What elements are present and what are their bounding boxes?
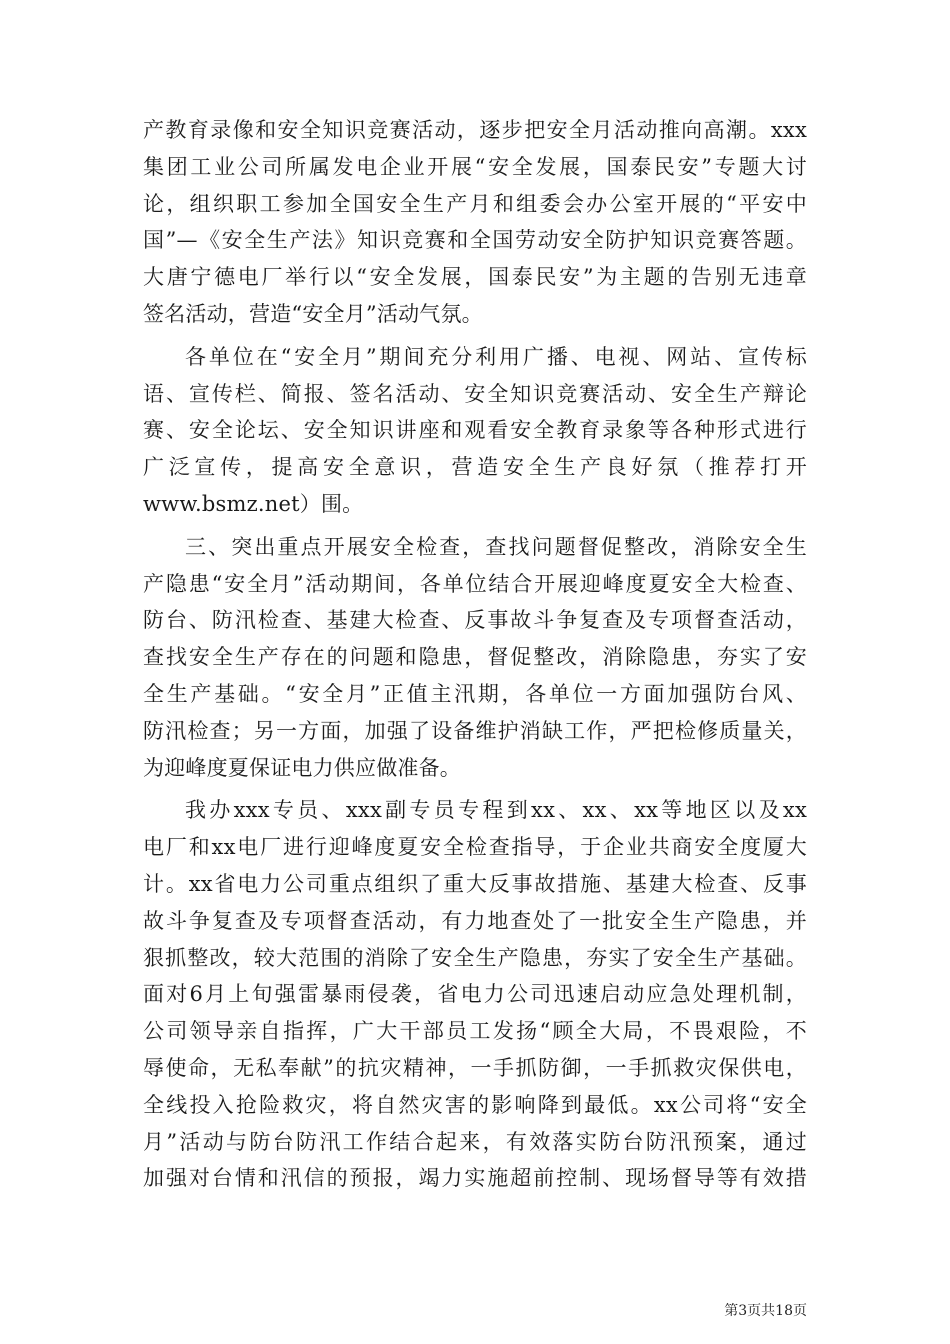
text-line: 故斗争复查及专项督查活动，有力地查处了一批安全生产隐患，并 [143,908,807,933]
text-line: 全线投入抢险救灾，将自然灾害的影响降到最低。xx公司将“安全 [143,1092,807,1117]
text-line: www.bsmz.net）围。 [143,491,364,516]
text-line: 集团工业公司所属发电企业开展“安全发展，国泰民安”专题大讨 [143,154,807,179]
text-line: 国”—《安全生产法》知识竞赛和全国劳动安全防护知识竞赛答题。 [143,228,807,253]
text-line: 查找安全生产存在的问题和隐患，督促整改，消除隐患，夯实了安 [143,645,807,670]
paragraph [143,792,807,1197]
text-line: 三、突出重点开展安全检查，查找问题督促整改，消除安全生 [185,534,807,559]
text-line: 计。xx省电力公司重点组织了重大反事故措施、基建大检查、反事 [143,871,807,896]
paragraph [143,112,807,333]
paragraph [143,339,807,523]
page-number: 第3页共18页 [724,1303,807,1319]
text-line: 月”活动与防台防汛工作结合起来，有效落实防台防汛预案，通过 [143,1129,807,1154]
text-line: 全生产基础。“安全月”正值主汛期，各单位一方面加强防台风、 [143,681,807,706]
document-body [143,112,807,1203]
text-line: 我办xxx专员、xxx副专员专程到xx、xx、xx等地区以及xx [185,798,807,823]
text-line: 防汛检查；另一方面，加强了设备维护消缺工作，严把检修质量关， [143,718,807,743]
text-line: 赛、安全论坛、安全知识讲座和观看安全教育录象等各种形式进行 [143,418,807,443]
text-line: 面对6月上旬强雷暴雨侵袭，省电力公司迅速启动应急处理机制， [143,982,807,1007]
text-line: 论，组织职工参加全国安全生产月和组委会办公室开展的“平安中 [143,191,807,216]
paragraph [143,529,807,787]
text-line: 公司领导亲自指挥，广大干部员工发扬“顾全大局，不畏艰险，不 [143,1019,807,1044]
text-line: 辱使命，无私奉献”的抗灾精神，一手抓防御，一手抓救灾保供电， [143,1055,807,1080]
text-line: 防台、防汛检查、基建大检查、反事故斗争复查及专项督查活动， [143,608,807,633]
text-line: 产教育录像和安全知识竞赛活动，逐步把安全月活动推向高潮。xxx [143,118,807,142]
text-line: 语、宣传栏、简报、签名活动、安全知识竞赛活动、安全生产辩论 [143,381,807,406]
text-line: 狠抓整改，较大范围的消除了安全生产隐患，夯实了安全生产基础。 [143,945,807,970]
text-line: 各单位在“安全月”期间充分利用广播、电视、网站、宣传标 [185,344,807,369]
text-line: 加强对台情和汛信的预报，竭力实施超前控制、现场督导等有效措 [143,1166,807,1191]
text-line: 大唐宁德电厂举行以“安全发展，国泰民安”为主题的告别无违章 [143,265,807,290]
text-line: 广泛宣传，提高安全意识，营造安全生产良好氛（推荐打开 [143,455,807,480]
text-line: 签名活动，营造“安全月”活动气氛。 [143,301,483,326]
text-line: 产隐患“安全月”活动期间，各单位结合开展迎峰度夏安全大检查、 [143,571,807,596]
text-line: 电厂和xx电厂进行迎峰度夏安全检查指导，于企业共商安全度厦大 [143,835,807,860]
text-line: 为迎峰度夏保证电力供应做准备。 [143,755,461,780]
